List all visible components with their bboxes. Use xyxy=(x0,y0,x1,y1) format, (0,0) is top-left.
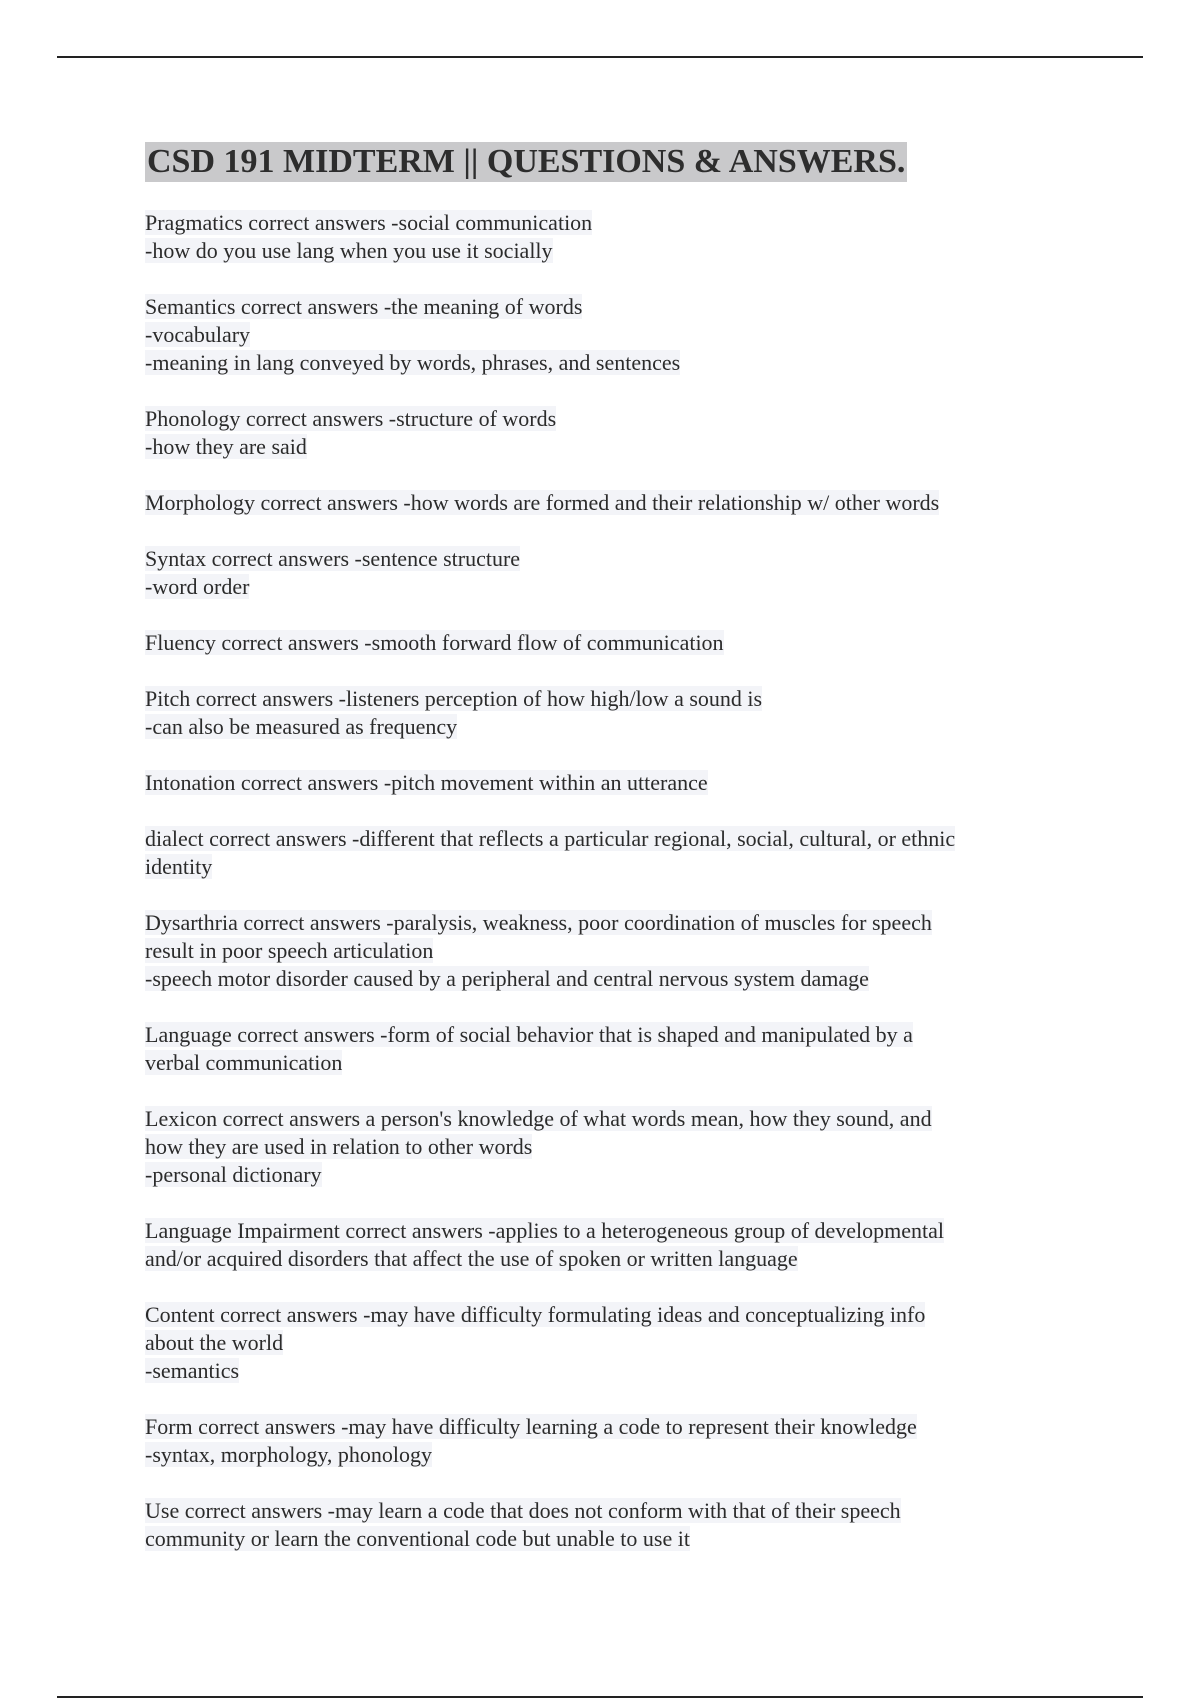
qa-entry xyxy=(145,1105,1045,1189)
qa-line-text: Content correct answers -may have difficulty formulating ideas and conceptualizing info xyxy=(145,1302,926,1327)
qa-entry xyxy=(145,489,1045,517)
qa-line-text: Intonation correct answers -pitch movement within an utterance xyxy=(145,770,708,795)
bottom-rule xyxy=(57,1696,1143,1698)
qa-term-line xyxy=(145,769,1045,797)
qa-line-text: verbal communication xyxy=(145,1050,343,1075)
qa-term-line xyxy=(145,1301,1045,1329)
qa-entry xyxy=(145,629,1045,657)
qa-line-text: -how they are said xyxy=(145,434,307,459)
qa-line-text: Phonology correct answers -structure of words xyxy=(145,406,557,431)
qa-line-text: -semantics xyxy=(145,1358,240,1383)
qa-answer-line xyxy=(145,937,1045,965)
qa-answer-line xyxy=(145,713,1045,741)
qa-term-line xyxy=(145,293,1045,321)
qa-entry xyxy=(145,909,1045,993)
qa-term-line xyxy=(145,209,1045,237)
qa-term-line xyxy=(145,405,1045,433)
qa-term-line xyxy=(145,489,1045,517)
qa-term-line xyxy=(145,1105,1045,1133)
qa-answer-line xyxy=(145,853,1045,881)
qa-entry xyxy=(145,825,1045,881)
qa-line-text: Lexicon correct answers a person's knowledge of what words mean, how they sound, and xyxy=(145,1106,932,1131)
qa-line-text: Semantics correct answers -the meaning of words xyxy=(145,294,583,319)
qa-entry xyxy=(145,685,1045,741)
qa-entry xyxy=(145,1021,1045,1077)
qa-line-text: Form correct answers -may have difficulty learning a code to represent their knowledge xyxy=(145,1414,917,1439)
qa-line-text: and/or acquired disorders that affect the use of spoken or written language xyxy=(145,1246,798,1271)
top-rule xyxy=(57,56,1143,58)
qa-line-text: -word order xyxy=(145,574,250,599)
qa-term-line xyxy=(145,545,1045,573)
qa-term-line xyxy=(145,909,1045,937)
qa-line-text: -how do you use lang when you use it socially xyxy=(145,238,553,263)
qa-line-text: -speech motor disorder caused by a peripheral and central nervous system damage xyxy=(145,966,869,991)
qa-answer-line xyxy=(145,1133,1045,1161)
qa-line-text: result in poor speech articulation xyxy=(145,938,434,963)
qa-line-text: -vocabulary xyxy=(145,322,251,347)
qa-answer-line xyxy=(145,1049,1045,1077)
qa-line-text: Language correct answers -form of social behavior that is shaped and manipulated by a xyxy=(145,1022,913,1047)
qa-entry xyxy=(145,1301,1045,1385)
qa-line-text: Morphology correct answers -how words are formed and their relationship w/ other words xyxy=(145,490,940,515)
qa-entry xyxy=(145,209,1045,265)
qa-entry xyxy=(145,545,1045,601)
qa-entry xyxy=(145,769,1045,797)
document-title: CSD 191 MIDTERM || QUESTIONS & ANSWERS. xyxy=(147,143,906,180)
document-body xyxy=(145,142,1045,1581)
qa-line-text: Syntax correct answers -sentence structure xyxy=(145,546,521,571)
qa-term-line xyxy=(145,1413,1045,1441)
qa-term-line xyxy=(145,629,1045,657)
qa-answer-line xyxy=(145,321,1045,349)
qa-list xyxy=(145,209,1045,1553)
qa-answer-line xyxy=(145,1161,1045,1189)
qa-answer-line xyxy=(145,1329,1045,1357)
qa-answer-line xyxy=(145,349,1045,377)
qa-term-line xyxy=(145,1497,1045,1525)
qa-entry xyxy=(145,293,1045,377)
qa-answer-line xyxy=(145,1441,1045,1469)
qa-term-line xyxy=(145,685,1045,713)
qa-line-text: Language Impairment correct answers -applies to a heterogeneous group of developmental xyxy=(145,1218,945,1243)
qa-answer-line xyxy=(145,433,1045,461)
qa-line-text: dialect correct answers -different that reflects a particular regional, social, cultural, or ethnic xyxy=(145,826,956,851)
qa-answer-line xyxy=(145,1245,1045,1273)
qa-answer-line xyxy=(145,1525,1045,1553)
qa-term-line xyxy=(145,1217,1045,1245)
qa-line-text: about the world xyxy=(145,1330,284,1355)
qa-entry xyxy=(145,1217,1045,1273)
qa-line-text: Fluency correct answers -smooth forward flow of communication xyxy=(145,630,724,655)
qa-entry xyxy=(145,1497,1045,1553)
qa-entry xyxy=(145,405,1045,461)
qa-answer-line xyxy=(145,237,1045,265)
qa-line-text: -syntax, morphology, phonology xyxy=(145,1442,432,1467)
qa-line-text: -personal dictionary xyxy=(145,1162,322,1187)
qa-line-text: community or learn the conventional code but unable to use it xyxy=(145,1526,690,1551)
qa-line-text: Dysarthria correct answers -paralysis, weakness, poor coordination of muscles for speech xyxy=(145,910,932,935)
qa-term-line xyxy=(145,825,1045,853)
qa-answer-line xyxy=(145,1357,1045,1385)
qa-line-text: identity xyxy=(145,854,213,879)
qa-entry xyxy=(145,1413,1045,1469)
qa-line-text: Pragmatics correct answers -social communication xyxy=(145,210,593,235)
qa-answer-line xyxy=(145,573,1045,601)
qa-line-text: -meaning in lang conveyed by words, phrases, and sentences xyxy=(145,350,681,375)
qa-line-text: Pitch correct answers -listeners perception of how high/low a sound is xyxy=(145,686,763,711)
qa-line-text: -can also be measured as frequency xyxy=(145,714,458,739)
qa-term-line xyxy=(145,1021,1045,1049)
qa-line-text: Use correct answers -may learn a code that does not conform with that of their speech xyxy=(145,1498,901,1523)
qa-line-text: how they are used in relation to other words xyxy=(145,1134,533,1159)
qa-answer-line xyxy=(145,965,1045,993)
